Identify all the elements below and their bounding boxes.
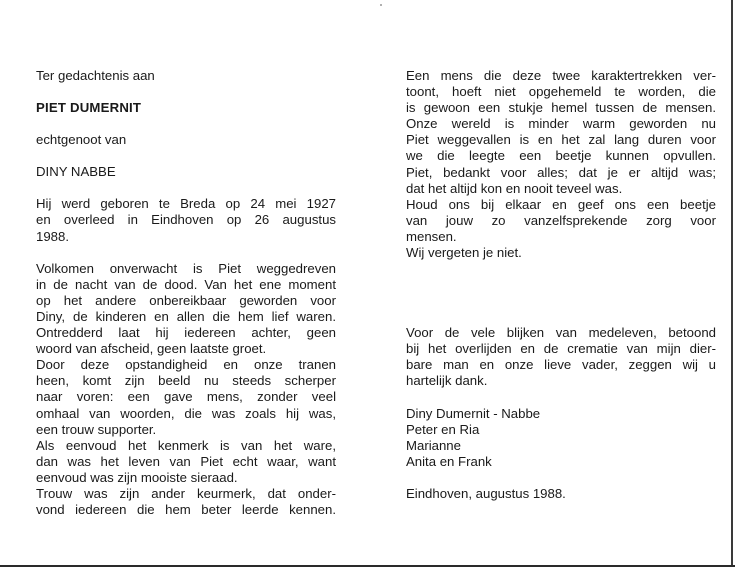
paragraph-line: bare man en onze lieve vader, zeggen wij u [406,357,716,373]
paragraph-line: Als eenvoud het kenmerk is van het ware, [36,437,336,453]
paragraph-line: eenvoud was zijn mooiste sieraad. [36,469,238,485]
paragraph-line: Door deze opstandigheid en onze tranen [36,357,336,373]
tribute-paragraph-continued [406,68,716,261]
paragraph-line: we die leegte een beetje kunnen opvullen. [406,148,716,164]
paragraph-line: Trouw was zijn ander keurmerk, dat onder- [36,485,336,501]
left-column [36,68,336,518]
paragraph-line: Ontredderd laat hij iedereen achter, geen [36,325,336,341]
place-date: Eindhoven, augustus 1988. [406,485,566,501]
paragraph-line: Houd ons bij elkaar en geef ons een beetje [406,196,716,212]
paragraph-line: Piet weggevallen is en het zal lang duren voor [406,132,716,148]
paragraph-line: Wij vergeten je niet. [406,245,522,261]
paragraph-line: Hij werd geboren te Breda op 24 mei 1927 [36,196,336,212]
paragraph-line: Een mens die deze twee karaktertrekken ver- [406,68,716,83]
paragraph-line: bij het overlijden en de crematie van mijn dier- [406,341,716,357]
paragraph-line: en overleed in Eindhoven op 26 augustus [36,212,336,228]
card-edge-bottom [0,565,735,567]
card-edge-right [731,0,733,566]
paragraph-line: vond iedereen die hem beter leerde kennen. [36,502,336,518]
signature-name: Marianne [406,437,461,453]
paragraph-line: Volkomen onverwacht is Piet weggedreven [36,260,336,276]
paragraph-line: toont, hoeft niet opgehemeld te worden, die [406,84,716,100]
signature-name: Peter en Ria [406,421,480,437]
paragraph-line: Voor de vele blijken van medeleven, betoond [406,325,716,341]
paragraph-line: in de nacht van de dood. Van het ene moment [36,276,336,292]
paragraph-line: van jouw zo vanzelfsprekende zorg voor [406,212,716,228]
paragraph-line: heen, komt zijn beeld nu steeds scherper [36,373,336,389]
paragraph-line: 1988. [36,228,70,244]
deceased-name: PIET DUMERNIT [36,100,142,116]
signatures [406,406,716,470]
thanks-paragraph [406,325,716,389]
paragraph-line: op het andere onbereikbaar geworden voor [36,292,336,308]
paragraph-line: mensen. [406,228,457,244]
paragraph-line: dat het altijd kon en nooit teveel was. [406,180,623,196]
paragraph-line: Onze wereld is minder warm geworden nu [406,116,716,132]
birth-death-paragraph [36,196,336,244]
paragraph-line: naar voren: een gave mens, zonder veel [36,389,336,405]
signature-name: Diny Dumernit - Nabbe [406,405,541,421]
intro-text: Ter gedachtenis aan [36,68,155,83]
scan-speck [380,4,382,6]
paragraph-line: is gewoon een stukje hemel tussen de mensen. [406,100,716,116]
signature-name: Anita en Frank [406,453,492,469]
paragraph-line: dan was het leven van Piet echt waar, want [36,453,336,469]
paragraph-line: omhaal van woorden, die was zoals hij was, [36,405,336,421]
paragraph-line: hartelijk dank. [406,373,488,389]
paragraph-line: Diny, de kinderen en allen die hem lief waren. [36,308,336,324]
paragraph-line: woord van afscheid, geen laatste groet. [36,341,267,357]
paragraph-line: een trouw supporter. [36,421,157,437]
relation-text: echtgenoot van [36,132,127,148]
paragraph-line: Piet, bedankt voor alles; dat je er altijd was; [406,164,716,180]
right-column [406,68,716,502]
tribute-paragraph [36,261,336,519]
spouse-name: DINY NABBE [36,164,116,180]
